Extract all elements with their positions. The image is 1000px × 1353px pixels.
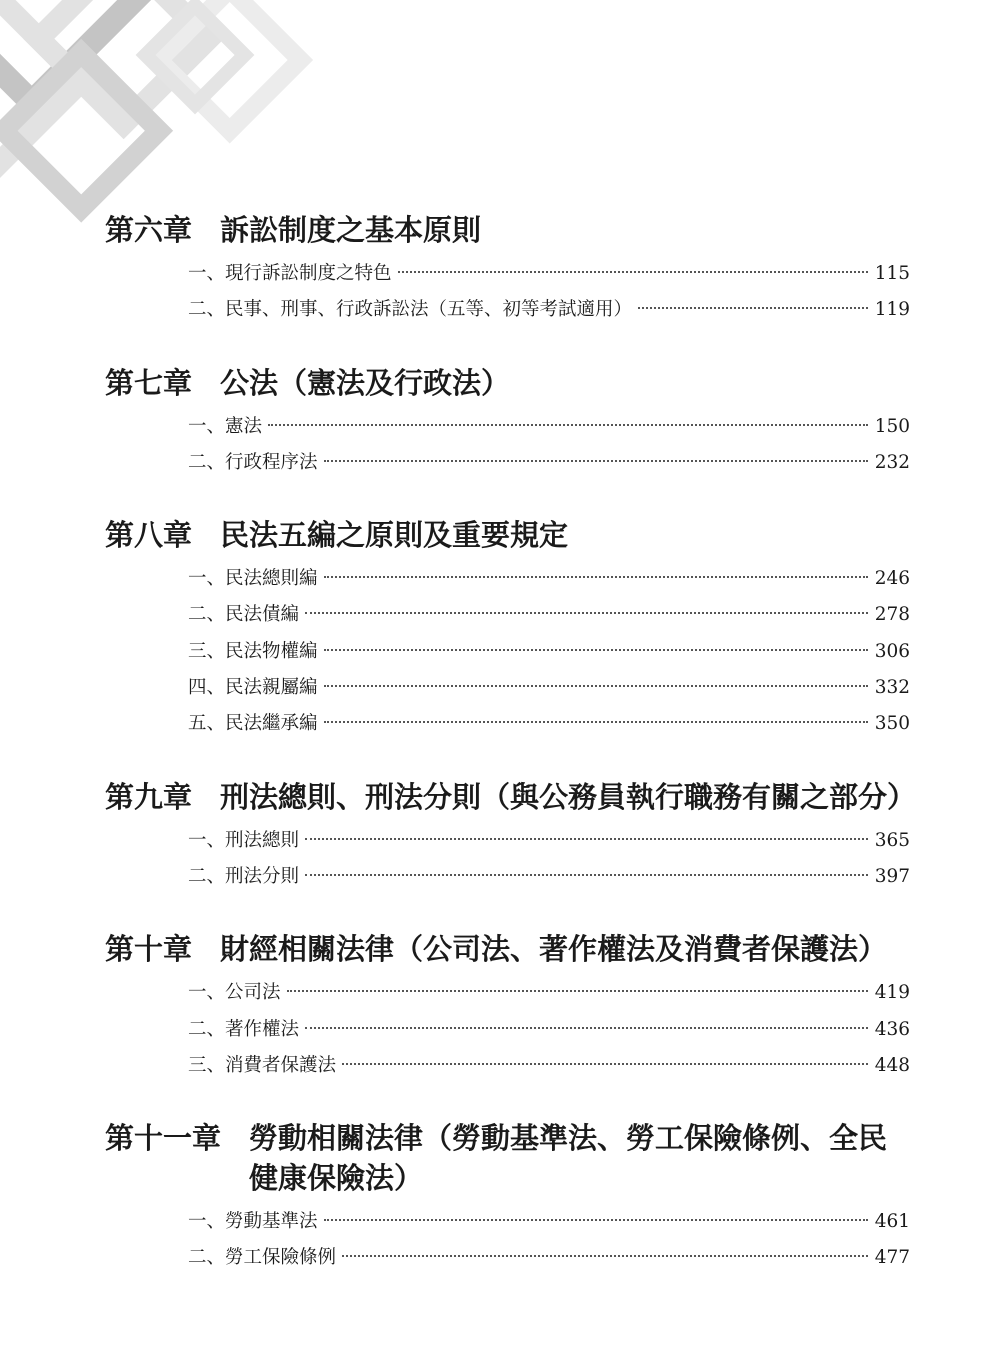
chapter-title: 訴訟制度之基本原則 (220, 213, 482, 247)
toc-entry (188, 823, 910, 859)
page-number: 461 (874, 1211, 910, 1233)
chapter-title: 勞動相關法律（勞動基準法、勞工保險條例、全民健康保險法） (249, 1121, 888, 1196)
toc-entry (188, 1048, 910, 1084)
page-number: 232 (874, 451, 910, 473)
entry-label: 三、民法物權編 (188, 640, 318, 662)
page-number: 150 (874, 415, 910, 437)
chapter-heading (105, 777, 917, 817)
chapter-title: 民法五編之原則及重要規定 (220, 518, 569, 553)
dot-leader (324, 460, 868, 462)
toc-entry (188, 1012, 910, 1048)
page-number: 278 (874, 604, 910, 626)
dot-leader (324, 576, 868, 578)
chapter-section (105, 515, 910, 742)
chapter-number: 第十章 (105, 932, 193, 967)
dot-leader (305, 1027, 868, 1029)
entry-label: 一、勞動基準法 (188, 1211, 318, 1233)
page-number: 419 (874, 982, 910, 1004)
chapter-title: 財經相關法律（公司法、著作權法及消費者保護法） (220, 932, 888, 967)
page-number: 477 (874, 1247, 910, 1269)
page-number: 448 (874, 1054, 910, 1076)
page-number: 350 (874, 713, 910, 735)
chapter-section (105, 363, 910, 482)
entry-label: 二、行政程序法 (188, 451, 318, 473)
entry-label: 一、現行訴訟制度之特色 (188, 263, 392, 284)
dot-leader (324, 685, 868, 687)
toc-entry (188, 445, 910, 481)
chapter-number: 第十一章 (105, 1121, 222, 1156)
entry-label: 二、民法債編 (188, 604, 300, 626)
toc-entry (188, 561, 910, 597)
toc-entry (188, 706, 910, 742)
page-number: 365 (874, 829, 910, 851)
toc-entry (188, 859, 910, 895)
dot-leader (305, 612, 868, 614)
dot-leader (305, 874, 868, 876)
toc-entry (188, 1204, 910, 1240)
dot-leader (638, 307, 868, 309)
entry-label: 三、消費者保護法 (188, 1054, 337, 1076)
dot-leader (268, 424, 868, 426)
chapter-number: 第七章 (105, 365, 193, 400)
dot-leader (398, 271, 868, 273)
chapter-section (105, 777, 917, 896)
page-number: 246 (874, 568, 910, 590)
chapter-heading (105, 515, 910, 555)
entry-label: 二、勞工保險條例 (188, 1247, 337, 1269)
chapter-number: 第六章 (105, 213, 193, 247)
toc-entry (188, 409, 910, 445)
entry-label: 二、刑法分則 (188, 865, 300, 887)
entry-label: 四、民法親屬編 (188, 677, 318, 699)
chapter-heading (105, 363, 910, 403)
dot-leader (287, 990, 868, 992)
toc-entry (188, 1240, 910, 1276)
chapter-section (105, 210, 910, 329)
toc-entry (188, 292, 910, 328)
page-number: 397 (874, 865, 910, 887)
chapter-number: 第九章 (105, 779, 193, 814)
chapter-number: 第八章 (105, 518, 193, 553)
page-number: 332 (874, 677, 910, 699)
toc-entry (188, 597, 910, 633)
chapter-heading (105, 1118, 910, 1198)
chapter-heading (105, 210, 910, 250)
dot-leader (342, 1063, 868, 1065)
toc-entry (188, 670, 910, 706)
dot-leader (324, 649, 868, 651)
page-number: 115 (874, 263, 910, 284)
entry-label: 二、民事、刑事、行政訴訟法（五等、初等考試適用） (188, 299, 633, 321)
chapter-title: 公法（憲法及行政法） (220, 365, 511, 400)
toc-entry (188, 256, 910, 292)
entry-label: 一、公司法 (188, 982, 281, 1004)
entry-label: 一、刑法總則 (188, 829, 300, 851)
entry-label: 二、著作權法 (188, 1018, 300, 1040)
chapter-section (105, 1118, 910, 1277)
dot-leader (324, 721, 868, 723)
page-number: 306 (874, 640, 910, 662)
entry-label: 一、民法總則編 (188, 568, 318, 590)
toc-entry (188, 634, 910, 670)
entry-label: 五、民法繼承編 (188, 713, 318, 735)
page-number: 436 (874, 1018, 910, 1040)
table-of-contents (105, 210, 917, 1311)
dot-leader (324, 1219, 868, 1221)
toc-entry (188, 975, 910, 1011)
dot-leader (342, 1255, 868, 1257)
chapter-title: 刑法總則、刑法分則（與公務員執行職務有關之部分） (220, 779, 917, 814)
page-number: 119 (874, 299, 910, 321)
entry-label: 一、憲法 (188, 415, 263, 437)
chapter-section (105, 929, 910, 1084)
chapter-heading (105, 929, 910, 969)
dot-leader (305, 838, 868, 840)
